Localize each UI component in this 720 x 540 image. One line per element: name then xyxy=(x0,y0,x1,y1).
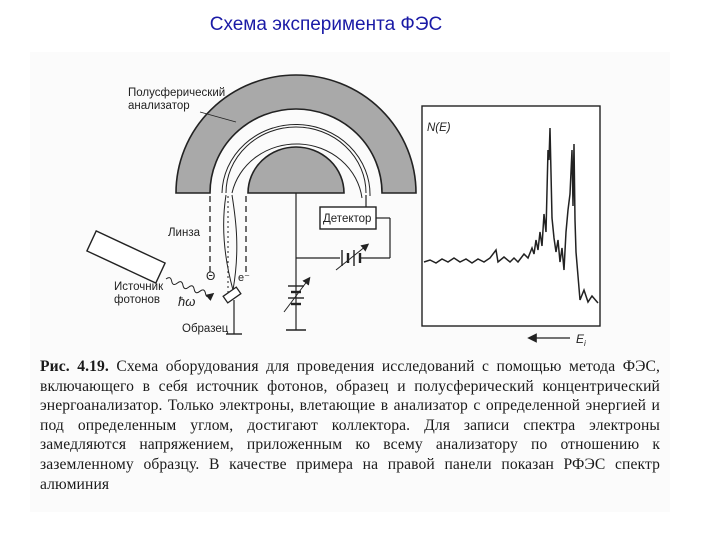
figure-caption-label: Рис. 4.19. xyxy=(40,358,109,375)
figure-caption xyxy=(40,357,660,494)
analyzer-label-line2: анализатор xyxy=(128,100,190,112)
lens-label: Линза xyxy=(168,227,200,239)
spectrum-ylabel: N(E) xyxy=(427,122,451,134)
photon-energy-label: ħω xyxy=(178,294,196,309)
spectrum-xlabel-sub: i xyxy=(584,339,586,348)
analyzer-inner-hemisphere xyxy=(248,147,344,193)
photon-source xyxy=(87,231,165,283)
spectrum-frame xyxy=(422,106,600,326)
theta-label: Θ xyxy=(206,269,216,283)
figure-caption-text: Схема оборудования для проведения исследований с помощью метода ФЭС, включающего в себя источник фотонов, образец и полусферический концентрический энергоанализатор. Только электроны, влетающие в анализатор с определенной энергией и под определенным углом, достигают коллектора. Для записи спектра электроны замедляются напряжением, приложенным ко всему анализатору по отношению к заземленному образцу. В качестве примера на правой панели показан РФЭС спектр алюминия xyxy=(40,358,661,493)
analyzer-label-line1: Полусферический xyxy=(128,87,226,99)
lens-electron-path-right xyxy=(232,195,237,290)
slide-title-text: Схема эксперимента ФЭС xyxy=(209,14,443,35)
spectrum-xlabel xyxy=(576,332,586,348)
photon-source-label-line1: Источник xyxy=(114,281,164,293)
photon-source-label-line2: фотонов xyxy=(114,294,160,306)
spectrum-xlabel-main: E xyxy=(576,332,585,346)
sample-label: Образец xyxy=(182,323,229,335)
sample xyxy=(223,287,241,303)
detector-label: Детектор xyxy=(323,213,372,225)
electron-label: e⁻ xyxy=(238,272,250,284)
